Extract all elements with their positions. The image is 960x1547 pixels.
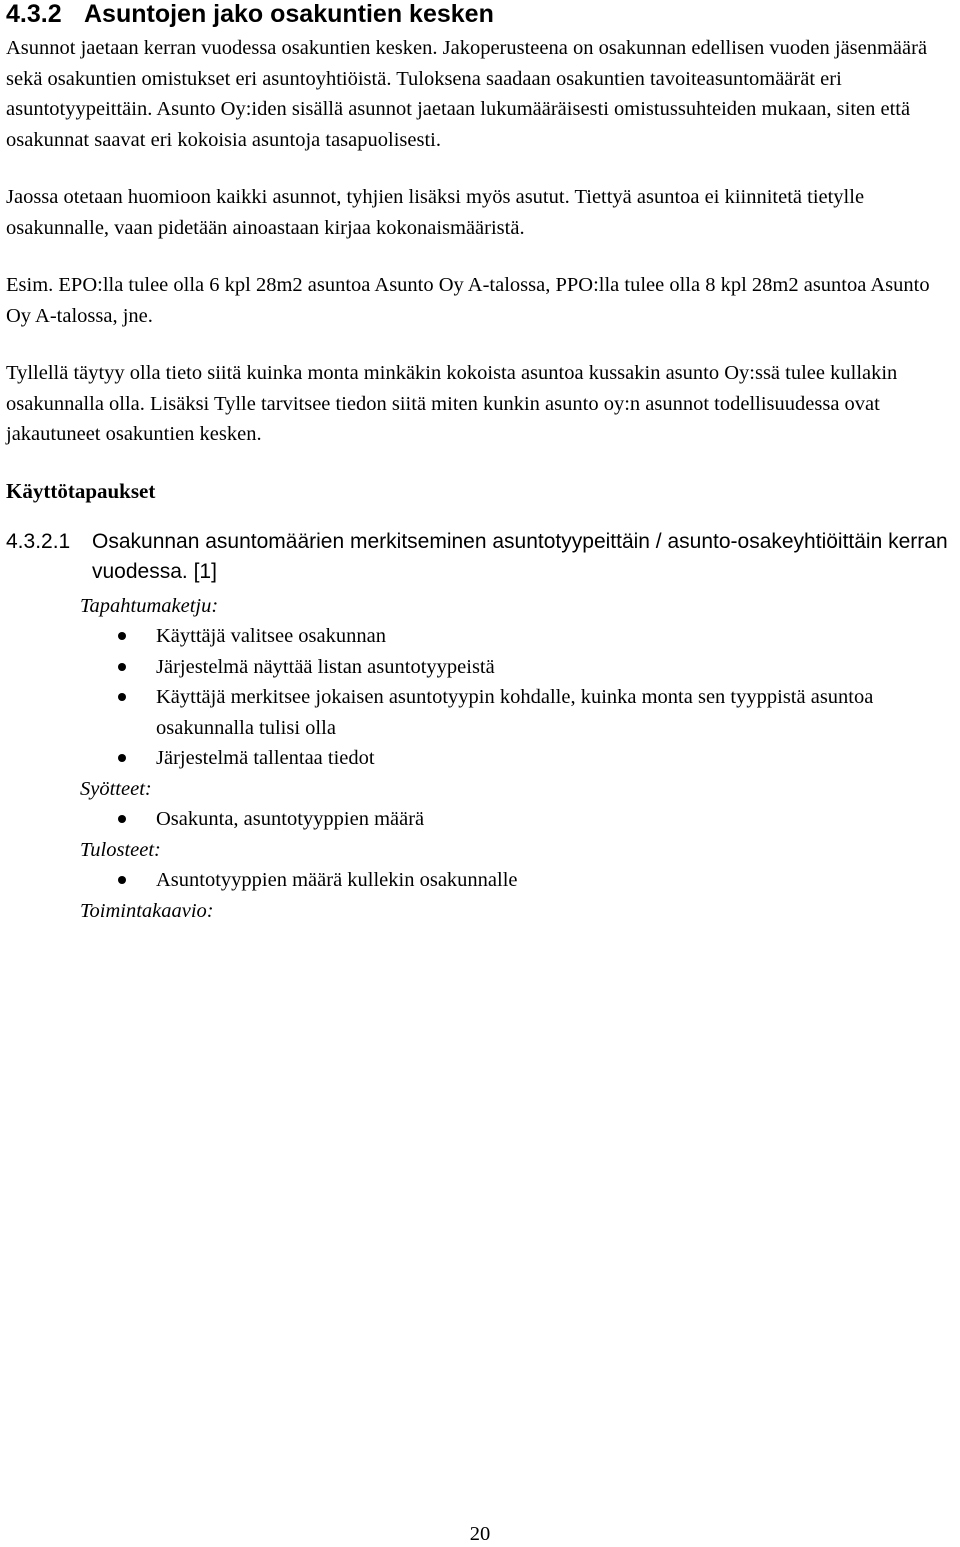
section-heading <box>6 0 956 28</box>
list-item-text: Osakunta, asuntotyyppien määrä <box>156 808 425 830</box>
list-item <box>6 652 956 683</box>
list-item <box>6 865 956 896</box>
outputs-list <box>6 865 956 896</box>
list-item <box>6 621 956 652</box>
bullet-icon <box>118 693 126 701</box>
bullet-icon <box>118 663 126 671</box>
inputs-label: Syötteet: <box>80 777 152 800</box>
list-item <box>6 804 956 835</box>
flow-label: Tapahtumaketju: <box>80 594 219 617</box>
bullet-icon <box>118 876 126 884</box>
bullet-icon <box>118 754 126 762</box>
list-item-text: Järjestelmä näyttää listan asuntotyypeistä <box>156 655 495 678</box>
flow-list <box>6 621 956 774</box>
outputs-label: Tulosteet: <box>80 838 161 861</box>
paragraph-2: Jaossa otetaan huomioon kaikki asunnot, tyhjien lisäksi myös asutut. Tiettyä asuntoa ei kiinnitetä tietylle osakunnalle, vaan pidetään ainoastaan kirjaa kokonaismääristä. <box>6 186 865 239</box>
list-item-text: Käyttäjä merkitsee jokaisen asuntotyypin kohdalle, kuinka monta sen tyyppistä asuntoa osakunnalla tulisi olla <box>156 686 874 739</box>
document-page <box>6 0 956 926</box>
section-title: Asuntojen jako osakuntien kesken <box>84 0 494 28</box>
list-item <box>6 743 956 774</box>
paragraph-3: Esim. EPO:lla tulee olla 6 kpl 28m2 asuntoa Asunto Oy A-talossa, PPO:lla tulee olla 8 kpl 28m2 asuntoa Asunto Oy A-talossa, jne. <box>6 274 930 327</box>
use-cases-heading: Käyttötapaukset <box>6 478 156 503</box>
section-number: 4.3.2 <box>6 0 62 28</box>
list-item-text: Käyttäjä valitsee osakunnan <box>156 625 386 647</box>
bullet-icon <box>118 632 126 640</box>
list-item-text: Asuntotyyppien määrä kullekin osakunnalle <box>156 869 518 891</box>
inputs-list <box>6 804 956 835</box>
paragraph-4: Tyllellä täytyy olla tieto siitä kuinka monta minkäkin kokoista asuntoa kussakin asunto Oy:ssä tulee kullakin osakunnalla olla. Lisäksi Tylle tarvitsee tiedon siitä miten kunkin asunto oy:n asunnot todellisuudessa ovat jakautuneet osakuntien kesken. <box>6 362 898 445</box>
paragraph-1: Asunnot jaetaan kerran vuodessa osakuntien kesken. Jakoperusteena on osakunnan edellisen vuoden jäsenmäärä sekä osakuntien omistukset eri asuntoyhtiöistä. Tuloksena saadaan osakuntien tavoiteasuntomäärät eri asuntotyypeittäin. Asunto Oy:iden sisällä asunnot jaetaan lukumääräisesti omistussuhteiden mukaan, siten että osakunnat saavat eri kokoisia asuntoja tasapuolisesti. <box>6 37 928 151</box>
bullet-icon <box>118 815 126 823</box>
diagram-label: Toimintakaavio: <box>80 899 214 922</box>
list-item-text: Järjestelmä tallentaa tiedot <box>156 747 375 769</box>
subsection-heading <box>6 527 956 587</box>
page-number: 20 <box>469 1523 491 1545</box>
subsection-number: 4.3.2.1 <box>6 529 71 553</box>
list-item <box>6 682 956 743</box>
subsection-title: Osakunnan asuntomäärien merkitseminen asuntotyypeittäin / asunto-osakeyhtiöittäin kerran vuodessa. [1] <box>92 529 948 583</box>
